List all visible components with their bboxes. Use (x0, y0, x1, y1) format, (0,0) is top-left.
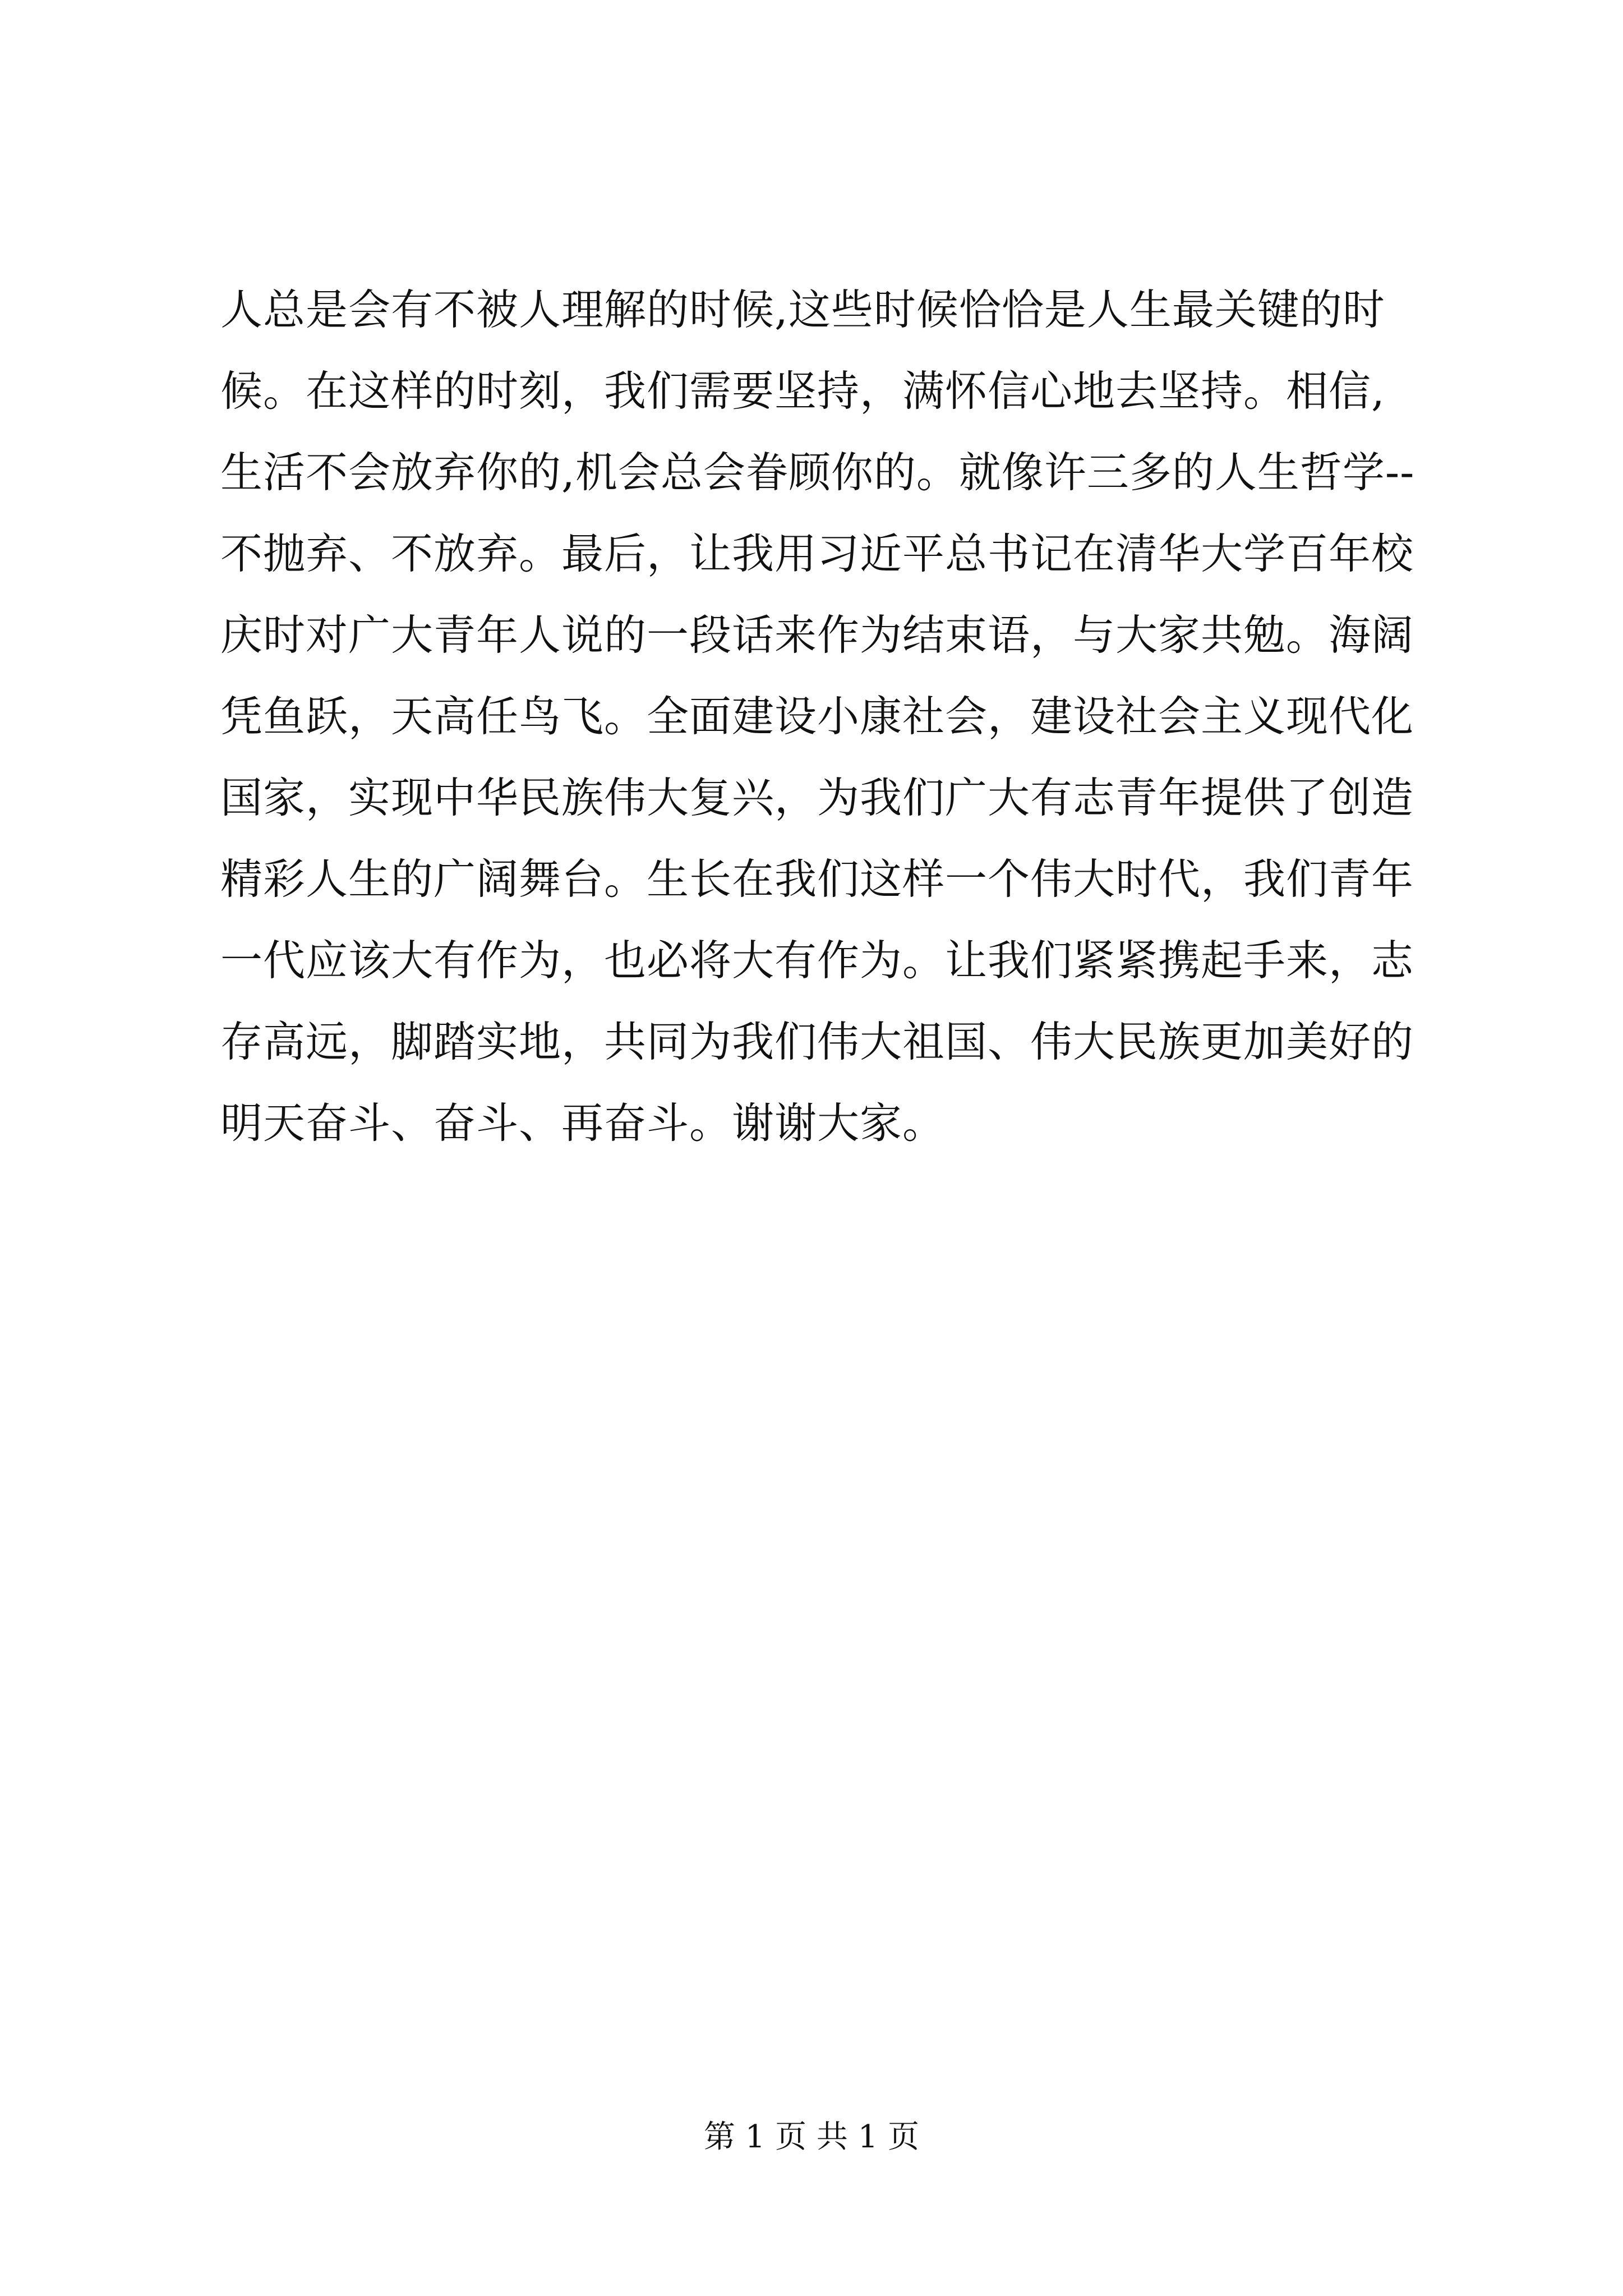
paragraph-line: 一代应该大有作为，也必将大有作为。让我们紧紧携起手来，志 (220, 936, 1414, 985)
body-paragraph (220, 269, 1449, 1164)
page-number-footer: 第 1 页 共 1 页 (703, 2119, 920, 2155)
paragraph-line: 凭鱼跃，天高任鸟飞。全面建设小康社会，建设社会主义现代化 (220, 692, 1414, 741)
paragraph-line: 庆时对广大青年人说的一段话来作为结束语，与大家共勉。海阔 (220, 610, 1414, 660)
paragraph-line: 存高远，脚踏实地，共同为我们伟大祖国、伟大民族更加美好的 (220, 1017, 1414, 1066)
paragraph-line: 人总是会有不被人理解的时候,这些时候恰恰是人生最关键的时 (220, 285, 1385, 334)
paragraph-line: 生活不会放弃你的,机会总会眷顾你的。就像许三多的人生哲学-- (220, 448, 1415, 497)
paragraph-line: 候。在这样的时刻，我们需要坚持，满怀信心地去坚持。相信, (220, 366, 1385, 416)
paragraph-line: 精彩人生的广阔舞台。生长在我们这样一个伟大时代，我们青年 (220, 854, 1414, 904)
paragraph-line: 不抛弃、不放弃。最后，让我用习近平总书记在清华大学百年校 (220, 529, 1414, 578)
paragraph-line: 国家，实现中华民族伟大复兴，为我们广大有志青年提供了创造 (220, 773, 1414, 822)
paragraph-line: 明天奋斗、奋斗、再奋斗。谢谢大家。 (220, 1098, 946, 1148)
